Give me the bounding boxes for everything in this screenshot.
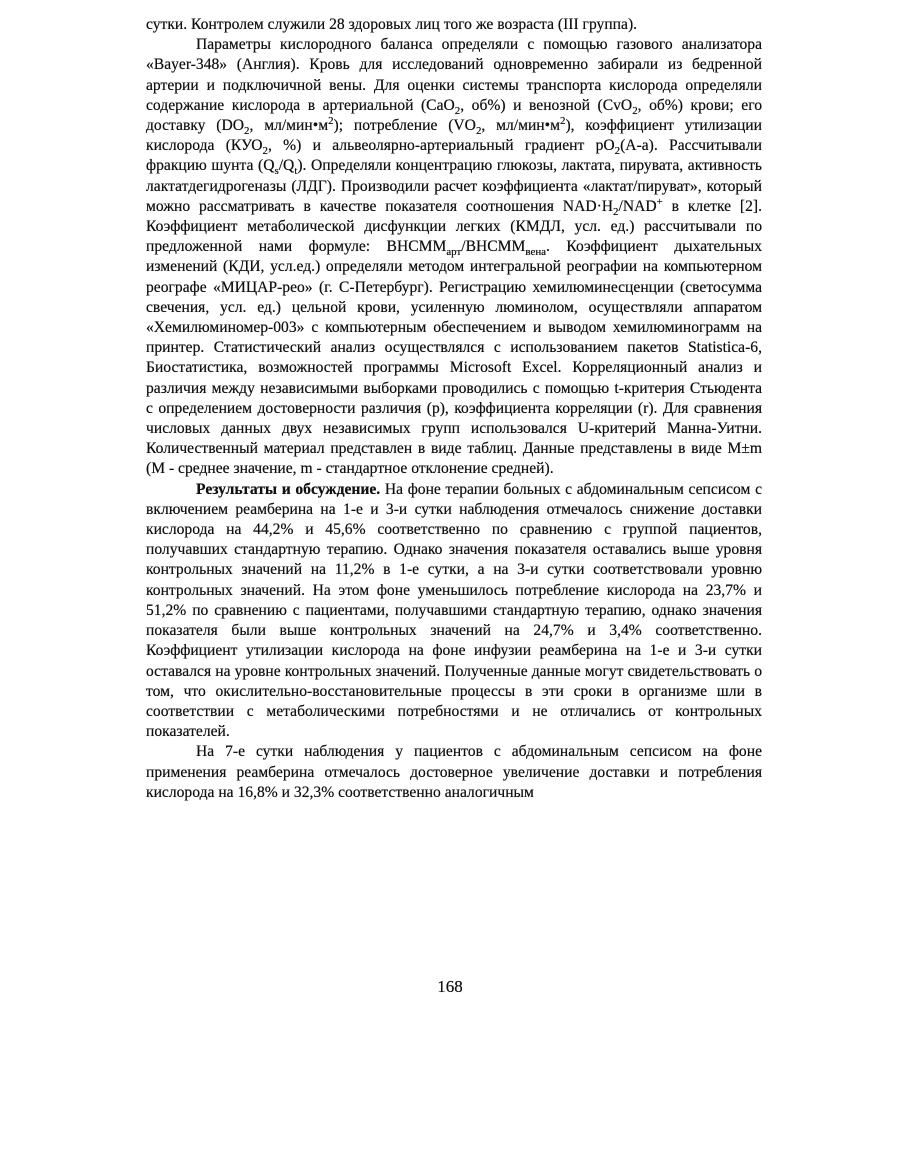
subscript: 2 — [454, 104, 461, 117]
superscript: 2 — [559, 114, 566, 127]
paragraph-text: На 7-е сутки наблюдения у пациентов с абдоминальным сепсисом на фоне применения реамберина отмечалось достоверное увеличение доставки и потребления кислорода на 16,8% и 32,3% соответственно аналогичным — [146, 743, 762, 801]
text-run: в клетке [2]. Коэффициент метаболической дисфункции легких (КМДЛ, усл. ед.) рассчитывали по предложенной нами формуле: ВНСММ — [146, 197, 762, 256]
paragraph-methods — [146, 35, 762, 479]
paragraph-control-group — [146, 15, 762, 35]
page-number: 168 — [437, 977, 463, 996]
text-run: , об%) и венозной (CvO — [460, 96, 633, 114]
text-run: /ВНСММ — [461, 238, 526, 256]
subscript: 2 — [475, 125, 482, 138]
text-run: (A-a). Рассчитывали фракцию шунта (Q — [146, 137, 762, 175]
text-run: , мл/мин•м — [481, 117, 560, 135]
subscript: 2 — [614, 145, 621, 158]
text-run: , мл/мин•м — [249, 117, 329, 135]
subscript: вена — [525, 246, 547, 259]
text-run: ); потребление (VO — [333, 117, 476, 135]
superscript: 2 — [328, 114, 334, 127]
text-run: ), коэффициент утилизации кислорода (КУО — [146, 117, 762, 155]
text-run: /NAD — [618, 197, 657, 215]
subscript: 2 — [262, 145, 268, 158]
subscript: t — [294, 165, 298, 178]
paragraph-day-7 — [146, 742, 762, 803]
subscript: s — [274, 165, 279, 178]
section-heading-inline: Результаты и обсуждение. — [196, 480, 381, 498]
subscript: арт — [446, 246, 462, 259]
text-run: , %) и альвеолярно-артериальный градиент pO — [267, 137, 615, 155]
subscript: 2 — [244, 125, 250, 138]
text-run: ). Определяли концентрацию глюкозы, лактата, пирувата, активность лактатдегидрогеназы (ЛДГ). Производили расчет коэффициента «лактат/пируват», который можно рассматривать в качестве показателя соотношения NAD·H — [146, 157, 762, 215]
text-run: . Коэффициент дыхательных изменений (КДИ, усл.ед.) определяли методом интегральной реографии на компьютерном реографе «МИЦАР-рео» (г. С-Петербург). Регистрацию хемилюминесценции (светосумма свечения, усл. ед.) цельной крови, усиленную люминолом, осуществляли аппаратом «Хемилюминомер-003» с компьютерным обеспечением и выводом хемилюминограмм на принтер. Статистический анализ осуществлялся с использованием пакетов Statistica-6, Биостатистика, возможностей программы Microsoft Excel. Корреляционный анализ и различия между независимыми выборками проводились с помощью t-критерия Стьюдента с определением достоверности различия (p), коэффициента корреляции (r). Для сравнения числовых данных двух независимых групп использовался U-критерий Манна-Уитни. Количественный материал представлен в виде таблиц. Данные представлены в виде M±m (M - среднее значение, m - стандартное отклонение средней). — [146, 238, 762, 478]
text-run: /Q — [278, 157, 295, 175]
subscript: 2 — [632, 104, 638, 117]
subscript: 2 — [613, 205, 619, 218]
superscript: + — [656, 195, 663, 208]
paragraph-text: сутки. Контролем служили 28 здоровых лиц того же возраста (III группа). — [146, 16, 638, 33]
paragraph-text: На фоне терапии больных с абдоминальным сепсисом с включением реамберина на 1-е и 3-и сутки наблюдения отмечалось снижение доставки кислорода на 44,2% и 45,6% соответственно по сравнению с группой пациентов, получавших стандартную терапию. Однако значения показателя оставались выше уровня контрольных значений на 11,2% в 1-е сутки, а на 3-и сутки соответствовали уровню контрольных значений. На этом фоне уменьшилось потребление кислорода на 23,7% и 51,2% по сравнению с пациентами, получавшими стандартную терапию, однако значения показателя были выше контрольных значений на 24,7% и 3,4% соответственно. Коэффициент утилизации кислорода на фоне инфузии реамберина на 1-е и 3-и сутки оставался на уровне контрольных значений. Полученные данные могут свидетельствовать о том, что окислительно-восстановительные процессы в эти сроки в организме шли в соответствии с метаболическими потребностями и не отличались от контрольных показателей. — [146, 480, 763, 741]
body-text — [146, 15, 762, 803]
paragraph-results — [146, 480, 762, 743]
text-run: , об%) крови; его доставку (DO — [146, 96, 763, 135]
text-run: Параметры кислородного баланса определяли с помощью газового анализатора «Bayer-348» (Англия). Кровь для исследований одновременно забирали из бедренной артерии и подключичной вены. Для оценки системы транспорта кислорода определяли содержание кислорода в артериальной (CaO — [146, 36, 762, 114]
